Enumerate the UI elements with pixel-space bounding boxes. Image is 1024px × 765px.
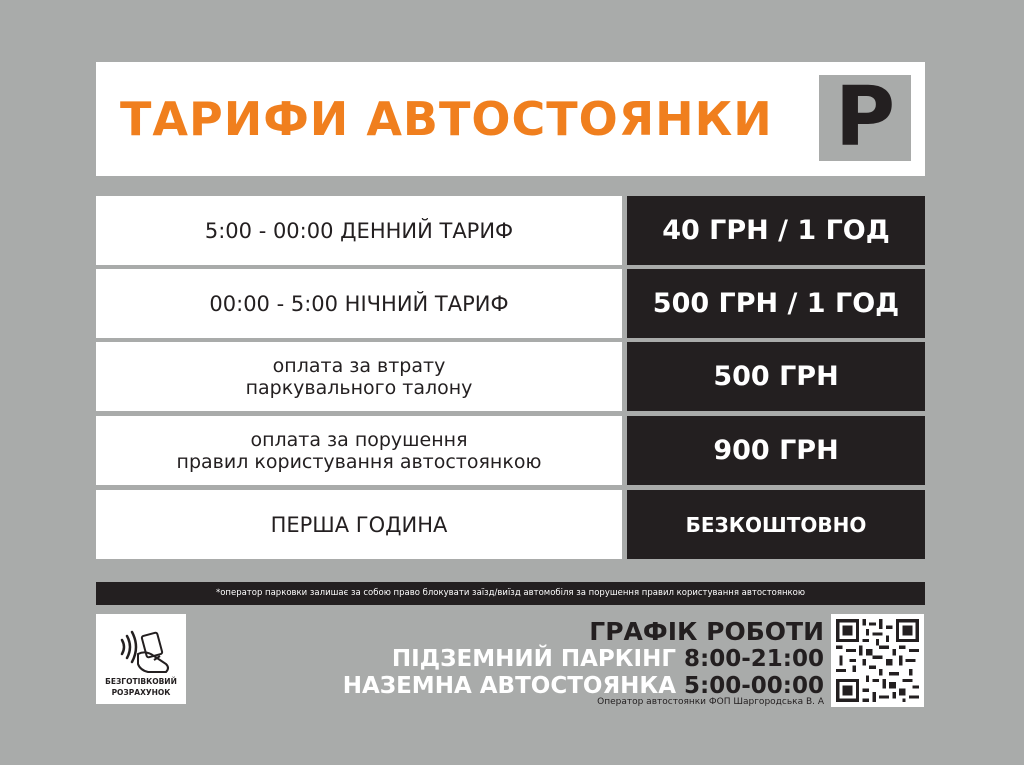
tariff-label-line: паркувального талону (245, 376, 473, 399)
tariff-label (96, 416, 622, 485)
qr-code-icon (836, 619, 919, 702)
tariff-row-night (96, 269, 925, 338)
tariff-price: 40 ГРН / 1 ГОД (627, 196, 925, 265)
tariff-price: БЕЗКОШТОВНО (627, 490, 925, 559)
tariff-row-day (96, 196, 925, 265)
contactless-payment-icon (108, 620, 174, 676)
qr-code[interactable] (831, 614, 924, 707)
tariff-label: ПЕРША ГОДИНА (96, 490, 622, 559)
tariff-label-line: оплата за порушення (250, 428, 468, 451)
cashless-line: РОЗРАХУНОК (111, 688, 171, 697)
operator-text: Оператор автостоянки ФОП Шаргородська В. А (597, 697, 824, 707)
tariff-price: 900 ГРН (627, 416, 925, 485)
schedule-underground (343, 646, 824, 673)
schedule-underground-label: ПІДЗЕМНИЙ ПАРКІНГ (391, 646, 677, 672)
work-schedule (343, 617, 824, 700)
tariff-label (96, 342, 622, 411)
tariff-label: 00:00 - 5:00 НІЧНИЙ ТАРИФ (96, 269, 622, 338)
tariff-price: 500 ГРН (627, 342, 925, 411)
tariff-row-violation (96, 416, 925, 485)
parking-logo: P (819, 75, 911, 161)
notice-bar: *оператор парковки залишає за собою право блокувати заїзд/виїзд автомобіля за порушення правил користування автостоянкою (96, 582, 925, 605)
cashless-badge (96, 614, 186, 704)
tariff-row-lost-ticket (96, 342, 925, 411)
tariff-label-line: правил користування автостоянкою (176, 450, 542, 473)
schedule-ground-time: 5:00-00:00 (684, 673, 824, 699)
cashless-line: БЕЗГОТІВКОВИЙ (105, 677, 177, 686)
tariff-label: 5:00 - 00:00 ДЕННИЙ ТАРИФ (96, 196, 622, 265)
header-panel (96, 62, 925, 176)
schedule-title: ГРАФІК РОБОТИ (589, 617, 824, 646)
tariff-price: 500 ГРН / 1 ГОД (627, 269, 925, 338)
schedule-ground (343, 673, 824, 700)
schedule-underground-time: 8:00-21:00 (684, 646, 824, 672)
tariff-row-first-hour (96, 490, 925, 559)
tariff-label-line: оплата за втрату (272, 354, 446, 377)
schedule-ground-label: НАЗЕМНА АВТОСТОЯНКА (342, 673, 677, 699)
page-title: ТАРИФИ АВТОСТОЯНКИ (120, 92, 773, 146)
